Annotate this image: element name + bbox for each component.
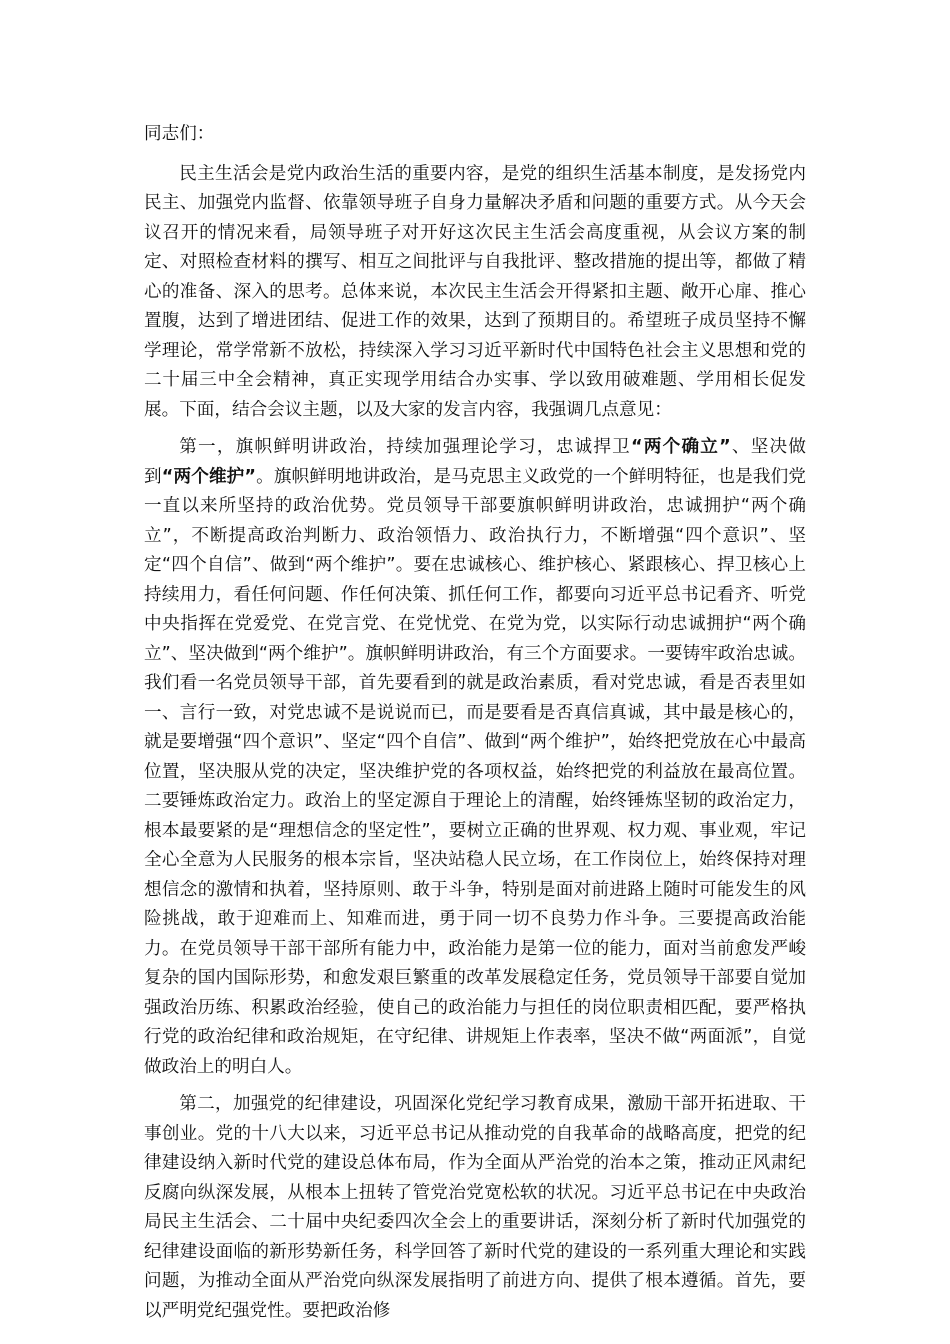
bold-phrase-two-safeguards: “两个维护” — [161, 466, 256, 487]
paragraph-second-point — [144, 1090, 806, 1326]
paragraph-intro — [144, 160, 806, 426]
paragraph-text: 、坚决做到 — [144, 437, 806, 487]
document-body — [144, 120, 806, 1334]
paragraph-text: 第一，旗帜鲜明讲政治，持续加强理论学习，忠诚捍卫 — [179, 437, 631, 457]
paragraph-text: 民主生活会是党内政治生活的重要内容，是党的组织生活基本制度，是发扬党内民主、加强党内监督、依靠领导班子自身力量解决矛盾和问题的重要方式。从今天会议召开的情况来看，局领导班子对开好这次民主生活会高度重视，从会议方案的制定、对照检查材料的撰写、相互之间批评与自我批评、整改措施的提出等，都做了精心的准备、深入的思考。总体来说，本次民主生活会开得紧扣主题、敞开心扉、推心置腹，达到了增进团结、促进工作的效果，达到了预期目的。希望班子成员坚持不懈学理论，常学常新不放松，持续深入学习习近平新时代中国特色社会主义思想和党的二十届三中全会精神，真正实现学用结合办实事、学以致用破难题、学用相长促发展。下面，结合会议主题，以及大家的发言内容，我强调几点意见： — [144, 163, 806, 420]
paragraph-text: 。旗帜鲜明地讲政治，是马克思主义政党的一个鲜明特征，也是我们党一直以来所坚持的政治优势。党员领导干部要旗帜鲜明讲政治，忠诚拥护“两个确立”，不断提高政治判断力、政治领悟力、政治执行力，不断增强“四个意识”、坚定“四个自信”、做到“两个维护”。要在忠诚核心、维护核心、紧跟核心、捍卫核心上持续用力，看任何问题、作任何决策、抓任何工作，都要向习近平总书记看齐、听党中央指挥在党爱党、在党言党、在党忧党、在党为党，以实际行动忠诚拥护“两个确立”、坚决做到“两个维护”。旗帜鲜明讲政治，有三个方面要求。一要铸牢政治忠诚。我们看一名党员领导干部，首先要看到的就是政治素质，看对党忠诚，看是否表里如一、言行一致，对党忠诚不是说说而已，而是要看是否真信真诚，其中最是核心的，就是要增强“四个意识”、坚定“四个自信”、做到“两个维护”，始终把党放在心中最高位置，坚决服从党的决定，坚决维护党的各项权益，始终把党的利益放在最高位置。二要锤炼政治定力。政治上的坚定源自于理论上的清醒，始终锤炼坚韧的政治定力，根本最要紧的是“理想信念的坚定性”，要树立正确的世界观、权力观、事业观，牢记全心全意为人民服务的根本宗旨，坚决站稳人民立场，在工作岗位上，始终保持对理想信念的激情和执着，坚持原则、敢于斗争，特别是面对前进路上随时可能发生的风险挑战，敢于迎难而上、知难而进，勇于同一切不良势力作斗争。三要提高政治能力。在党员领导干部干部所有能力中，政治能力是第一位的能力，面对当前愈发严峻复杂的国内国际形势，和愈发艰巨繁重的改革发展稳定任务，党员领导干部要自觉加强政治历练、积累政治经验，使自己的政治能力与担任的岗位职责相匹配，要严格执行党的政治纪律和政治规矩，在守纪律、讲规矩上作表率，坚决不做“两面派”，自觉做政治上的明白人。 — [144, 466, 806, 1077]
paragraph-first-point — [144, 433, 806, 1082]
salutation: 同志们： — [144, 124, 215, 144]
bold-phrase-two-establishments: “两个确立” — [631, 437, 731, 457]
paragraph-text: 第二，加强党的纪律建设，巩固深化党纪学习教育成果，激励干部开拓进取、干事创业。党的十八大以来，习近平总书记从推动党的自我革命的战略高度，把党的纪律建设纳入新时代党的建设总体布局，作为全面从严治党的治本之策，推动正风肃纪反腐向纵深发展，从根本上扭转了管党治党宽松软的状况。习近平总书记在中央政治局民主生活会、二十届中央纪委四次全会上的重要讲话，深刻分析了新时代加强党的纪律建设面临的新形势新任务，科学回答了新时代党的建设的一系列重大理论和实践问题，为推动全面从严治党向纵深发展指明了前进方向、提供了根本遵循。首先，要以严明党纪强党性。要把政治修 — [144, 1094, 806, 1321]
